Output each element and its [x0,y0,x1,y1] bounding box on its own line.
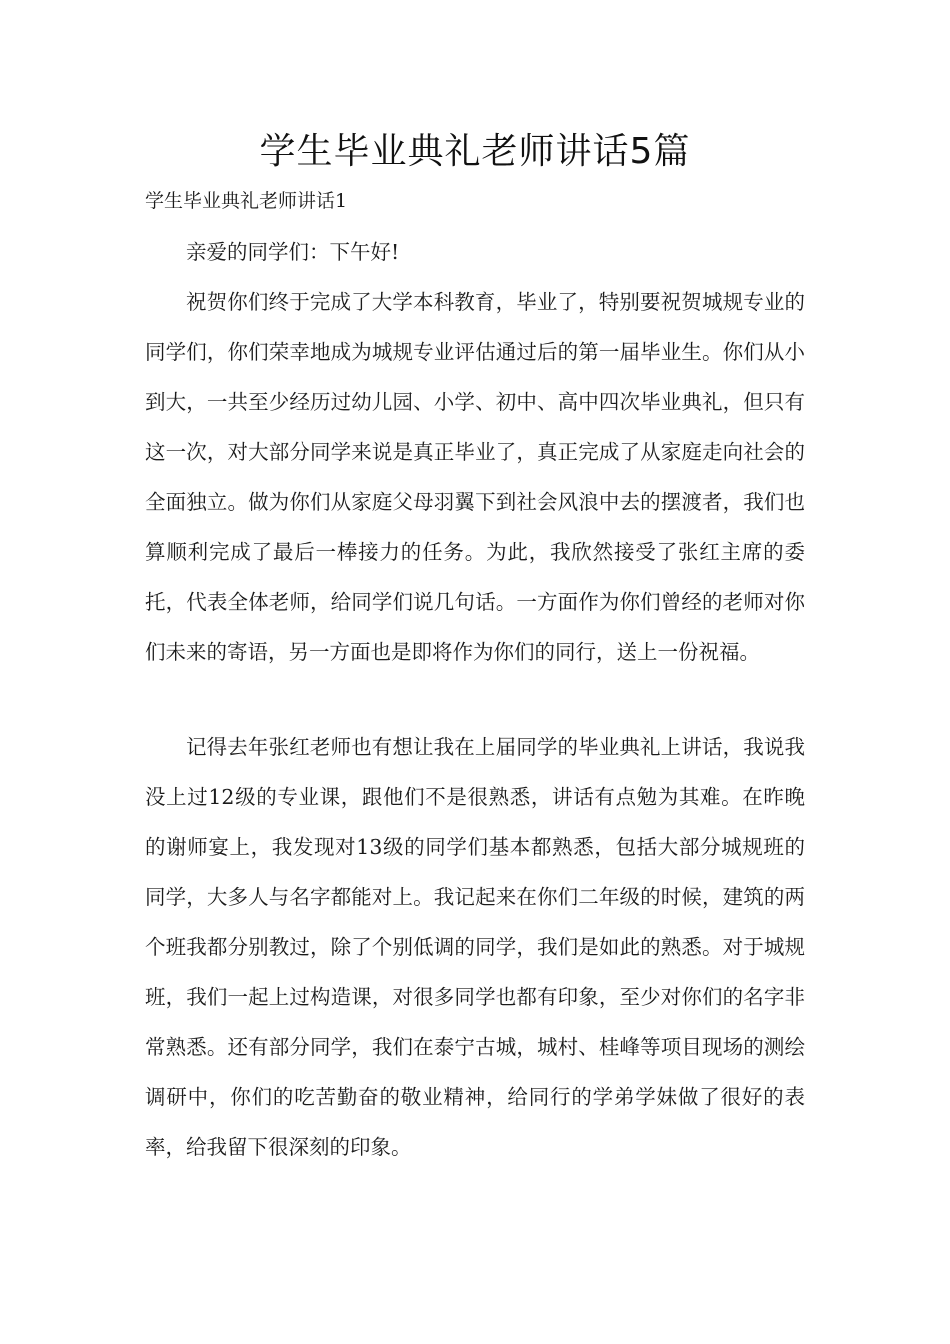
section-heading: 学生毕业典礼老师讲话1 [145,190,348,212]
body-paragraph: 记得去年张红老师也有想让我在上届同学的毕业典礼上讲话，我说我没上过12级的专业课，跟他们不是很熟悉，讲话有点勉为其难。在昨晚的谢师宴上，我发现对13级的同学们基本都熟悉，包括大部分城规班的同学，大多人与名字都能对上。我记起来在你们二年级的时候，建筑的两个班我都分别教过，除了个别低调的同学，我们是如此的熟悉。对于城规班，我们一起上过构造课，对很多同学也都有印象，至少对你们的名字非常熟悉。还有部分同学，我们在泰宁古城，城村、桂峰等项目现场的测绘调研中，你们的吃苦勤奋的敬业精神，给同行的学弟学妹做了很好的表率，给我留下很深刻的印象。 [145,735,805,1159]
body-paragraph: 祝贺你们终于完成了大学本科教育，毕业了，特别要祝贺城规专业的同学们，你们荣幸地成为城规专业评估通过后的第一届毕业生。你们从小到大，一共至少经历过幼儿园、小学、初中、高中四次毕业典礼，但只有这一次，对大部分同学来说是真正毕业了，真正完成了从家庭走向社会的全面独立。做为你们从家庭父母羽翼下到社会风浪中去的摆渡者，我们也算顺利完成了最后一棒接力的任务。为此，我欣然接受了张红主席的委托，代表全体老师，给同学们说几句话。一方面作为你们曾经的老师对你们未来的寄语，另一方面也是即将作为你们的同行，送上一份祝福。 [145,290,805,664]
greeting-paragraph: 亲爱的同学们：下午好! [186,240,400,264]
document-title: 学生毕业典礼老师讲话5篇 [259,131,691,172]
